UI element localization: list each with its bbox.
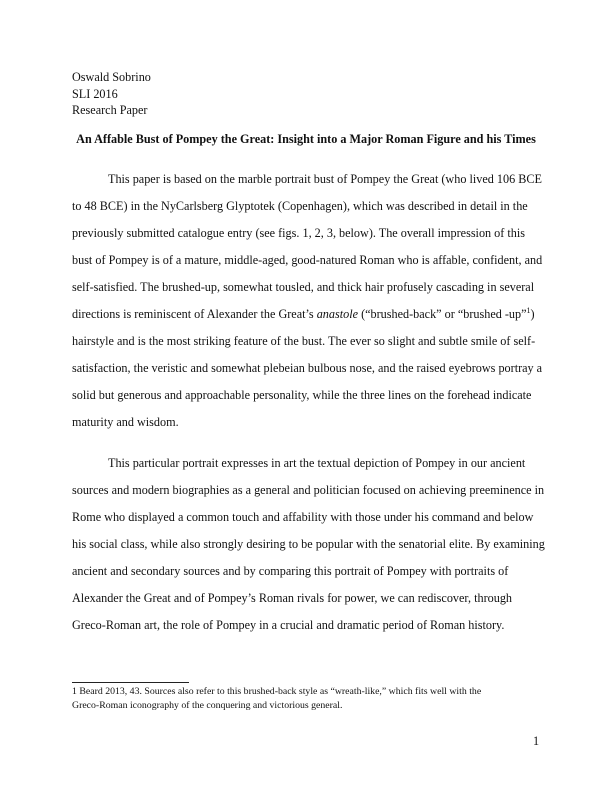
paragraph-line: maturity and wisdom.: [72, 415, 179, 429]
paragraph-line: This particular portrait expresses in art the textual depiction of Pompey in our ancient: [108, 456, 526, 470]
line-text: ): [530, 307, 535, 321]
line-text: directions is reminiscent of Alexander the Great’s: [72, 307, 317, 321]
anastole-term: anastole: [316, 307, 359, 321]
paragraph-line: [72, 307, 535, 322]
header-block: [72, 69, 151, 119]
line-text: (“brushed-back” or “brushed -up”: [358, 307, 527, 321]
paragraph-line: Greco-Roman art, the role of Pompey in a crucial and dramatic period of Roman history.: [72, 618, 505, 632]
paragraph-line: satisfaction, the veristic and somewhat plebeian bulbous nose, and the raised eyebrows portray a: [72, 361, 543, 375]
footnote-line: Greco-Roman iconography of the conquering and victorious general.: [72, 700, 343, 711]
paragraph-line: bust of Pompey is of a mature, middle-aged, good-natured Roman who is affable, confident, and: [72, 253, 543, 267]
paragraph-line: hairstyle and is the most striking feature of the bust. The ever so slight and subtle smile of self-: [72, 334, 536, 348]
paragraph-line: This paper is based on the marble portrait bust of Pompey the Great (who lived 106 BCE: [108, 172, 542, 186]
footnote-marker[interactable]: 1: [526, 305, 531, 315]
paragraph-line: sources and modern biographies as a general and politician focused on achieving preeminence in: [72, 483, 545, 497]
author-name: Oswald Sobrino: [72, 70, 151, 84]
footnote-divider: [72, 682, 189, 683]
footnote-line: 1 Beard 2013, 43. Sources also refer to this brushed-back style as “wreath-like,” which fits well with the: [72, 686, 482, 697]
paragraph-line: ancient and secondary sources and by comparing this portrait of Pompey with portraits of: [72, 564, 509, 578]
paragraph-line: his social class, while also strongly desiring to be popular with the senatorial elite. By examining: [72, 537, 545, 551]
footnote: [72, 685, 542, 713]
paragraph-line: Alexander the Great and of Pompey’s Roman rivals for power, we can rediscover, through: [72, 591, 513, 605]
paragraph-line: previously submitted catalogue entry (see figs. 1, 2, 3, below). The overall impression of this: [72, 226, 525, 240]
paper-title: An Affable Bust of Pompey the Great: Insight into a Major Roman Figure and his Times: [76, 132, 536, 146]
page-number: 1: [533, 734, 540, 748]
course-code: SLI 2016: [72, 86, 118, 101]
paragraph-line: Rome who displayed a common touch and affability with those under his command and below: [72, 510, 534, 524]
paragraph-line: solid but generous and approachable personality, while the three lines on the forehead indicate: [72, 388, 532, 402]
paragraph-line: self-satisfied. The brushed-up, somewhat tousled, and thick hair profusely cascading in several: [72, 280, 535, 294]
document-type: Research Paper: [72, 103, 148, 118]
paragraph-line: to 48 BCE) in the NyCarlsberg Glyptotek (Copenhagen), which was described in detail in the: [72, 199, 528, 213]
